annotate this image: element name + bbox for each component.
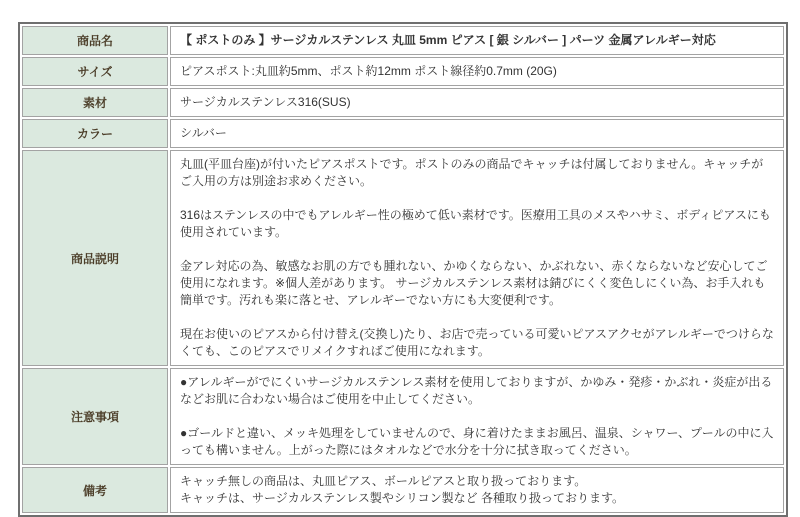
description-paragraph-4: 現在お使いのピアスから付け替え(交換し)たり、お店で売っている可愛いピアスアクセがアレルギーでつけらなくても、このピアスでリメイクすればご使用になれます。 — [180, 327, 774, 358]
description-paragraph-2: 316はステンレスの中でもアレルギー性の極めて低い素材です。医療用工具のメスやハサミ、ボディピアスにも使用されています。 — [180, 208, 771, 239]
spec-value-material: サージカルステンレス316(SUS) — [170, 88, 784, 117]
spec-label-remarks: 備考 — [22, 467, 168, 513]
remarks-line-1: キャッチ無しの商品は、丸皿ピアス、ボールピアスと取り扱っております。 — [180, 474, 587, 488]
precautions-paragraph-2: ●ゴールドと違い、メッキ処理をしていませんので、身に着けたままお風呂、温泉、シャワー、プールの中に入っても構いません。上がった際にはタオルなどで水分を十分に拭き取ってください。 — [180, 426, 774, 457]
spec-label-material: 素材 — [22, 88, 168, 117]
spec-label-color: カラー — [22, 119, 168, 148]
spec-row-precautions — [22, 368, 784, 465]
spec-label-product-name: 商品名 — [22, 26, 168, 55]
spec-value-size: ピアスポスト:丸皿約5mm、ポスト約12mm ポスト線径約0.7mm (20G) — [170, 57, 784, 86]
description-paragraph-1: 丸皿(平皿台座)が付いたピアスポストです。ポストのみの商品でキャッチは付属しておりません。キャッチがご入用の方は別途お求めください。 — [180, 157, 764, 188]
spec-value-color: シルバー — [170, 119, 784, 148]
spec-label-description: 商品説明 — [22, 150, 168, 366]
precautions-paragraph-1: ●アレルギーがでにくいサージカルステンレス素材を使用しておりますが、かゆみ・発疹・かぶれ・炎症が出るなどお肌に合わない場合はご使用を中止してください。 — [180, 375, 773, 406]
description-paragraph-3: 金アレ対応の為、敏感なお肌の方でも腫れない、かゆくならない、かぶれない、赤くならないなど安心してご使用になれます。※個人差があります。 サージカルステンレス素材は錆びにくく変色しにくい為、お手入れも簡単です。汚れも楽に落とせ、アレルギーでない方にも大変便利です。 — [180, 259, 768, 307]
remarks-line-2: キャッチは、サージカルステンレス製やシリコン製など 各種取り扱っております。 — [180, 491, 625, 505]
spec-value-precautions — [170, 368, 784, 465]
spec-label-precautions: 注意事項 — [22, 368, 168, 465]
spec-value-remarks — [170, 467, 784, 513]
spec-row-color — [22, 119, 784, 148]
product-spec-table — [18, 22, 788, 517]
spec-value-product-name: 【 ポストのみ 】サージカルステンレス 丸皿 5mm ピアス [ 銀 シルバー ] パーツ 金属アレルギー対応 — [170, 26, 784, 55]
spec-row-remarks — [22, 467, 784, 513]
spec-row-description — [22, 150, 784, 366]
spec-row-size — [22, 57, 784, 86]
spec-row-material — [22, 88, 784, 117]
spec-value-description — [170, 150, 784, 366]
spec-label-size: サイズ — [22, 57, 168, 86]
spec-row-product-name — [22, 26, 784, 55]
